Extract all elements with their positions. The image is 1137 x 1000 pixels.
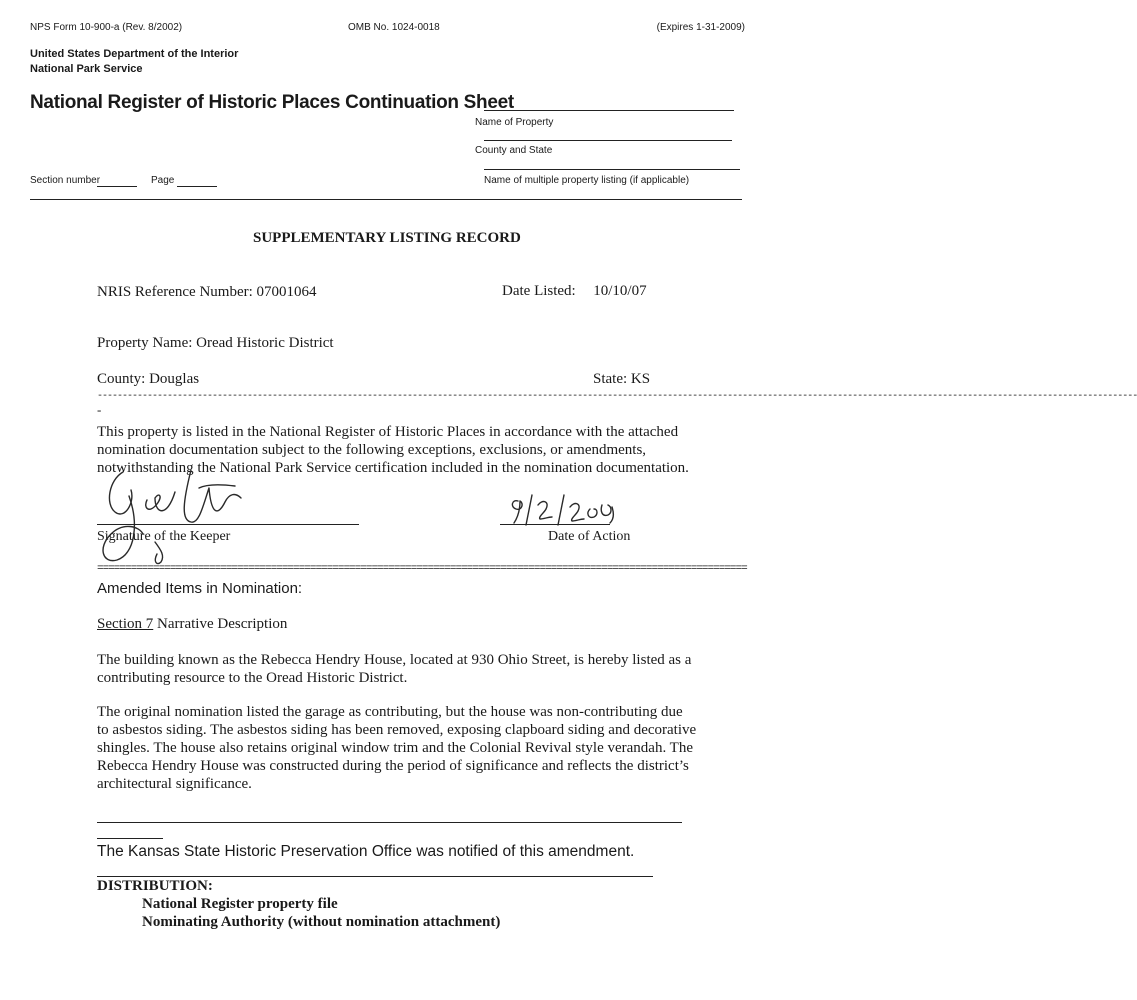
- amended-items-heading: Amended Items in Nomination:: [97, 580, 303, 597]
- shpo-notice: The Kansas State Historic Preservation Office was notified of this amendment.: [97, 843, 635, 860]
- county: [97, 371, 199, 388]
- multiple-listing-line: [484, 169, 740, 170]
- amendment-divider: [97, 822, 682, 823]
- amendment-paragraph-2: The original nomination listed the garage as contributing, but the house was non-contributing due to asbestos siding. The asbestos siding has been removed, exposing clapboard siding and decorative shingles. The house also retains original window trim and the Colonial Revival style verandah. The Rebecca Hendry House was constructed during the period of significance and reflects the district’s architectural significance.: [97, 704, 697, 792]
- department-name: United States Department of the Interior: [30, 48, 239, 60]
- stray-mark: -: [97, 402, 102, 417]
- section-number-label: Section number: [30, 175, 101, 186]
- nris-reference: [97, 284, 317, 301]
- state: [593, 371, 650, 388]
- state-value: KS: [630, 371, 651, 387]
- omb-number: OMB No. 1024-0018: [348, 22, 440, 33]
- county-state-line: [484, 140, 732, 141]
- nris-value: 07001064: [256, 284, 317, 300]
- county-label: County:: [97, 371, 146, 387]
- county-value: Douglas: [149, 371, 200, 387]
- double-separator: ====================================================================================================================: [97, 563, 747, 575]
- dashed-separator: ----------------------------------------------------------------------------------------------------------------------------------------------------------------------------------------------------------------: [97, 391, 1137, 402]
- record-heading: SUPPLEMENTARY LISTING RECORD: [253, 230, 521, 246]
- property-name-label: Property Name:: [97, 335, 193, 351]
- signature-line: [97, 524, 359, 525]
- nris-label: NRIS Reference Number:: [97, 284, 253, 300]
- name-of-property-label: Name of Property: [475, 117, 554, 128]
- keeper-signature: [95, 462, 295, 572]
- name-of-property-line: [484, 110, 734, 111]
- page-title: National Register of Historic Places Continuation Sheet: [30, 92, 514, 113]
- date-listed: [502, 283, 647, 300]
- form-id: NPS Form 10-900-a (Rev. 8/2002): [30, 22, 183, 33]
- section-reference: [97, 616, 287, 633]
- state-label: State:: [593, 371, 628, 387]
- date-listed-value: 10/10/07: [593, 283, 647, 299]
- section-label: Section 7: [97, 616, 154, 632]
- header-divider: [30, 199, 742, 200]
- date-of-action-label: Date of Action: [548, 529, 631, 544]
- distribution-heading: DISTRIBUTION:: [97, 878, 213, 894]
- section-number-line: [97, 186, 137, 187]
- date-of-action-line: [500, 524, 610, 525]
- page-label: Page: [151, 175, 175, 186]
- signature-label: Signature of the Keeper: [97, 529, 231, 544]
- section-title: Narrative Description: [153, 616, 288, 632]
- date-of-action-handwritten: [502, 493, 622, 527]
- notice-divider: [97, 876, 653, 877]
- property-name: [97, 335, 334, 352]
- short-rule: [97, 838, 163, 839]
- date-listed-label: Date Listed:: [502, 283, 576, 299]
- listing-statement: This property is listed in the National Register of Historic Places in accordance with the attached nomination documentation subject to the following exceptions, exclusions, or amendments, notwithstanding the National Park Service certification included in the nomination documentation.: [97, 424, 689, 476]
- multiple-listing-label: Name of multiple property listing (if applicable): [484, 175, 690, 186]
- service-name: National Park Service: [30, 63, 143, 75]
- amendment-paragraph-1: The building known as the Rebecca Hendry House, located at 930 Ohio Street, is hereby listed as a contributing resource to the Oread Historic District.: [97, 652, 692, 686]
- county-state-label: County and State: [475, 145, 553, 156]
- page-number-line: [177, 186, 217, 187]
- property-name-value: Oread Historic District: [196, 335, 334, 351]
- distribution-item: National Register property file: [142, 896, 338, 912]
- expiration-date: (Expires 1-31-2009): [656, 22, 745, 33]
- distribution-item: Nominating Authority (without nomination attachment): [142, 914, 501, 930]
